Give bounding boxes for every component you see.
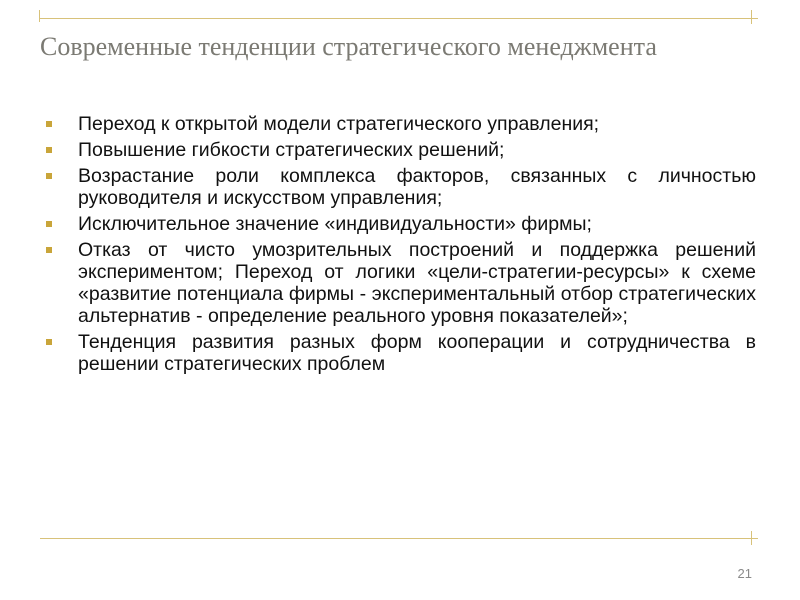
square-bullet-icon <box>46 173 52 179</box>
square-bullet-icon <box>46 247 52 253</box>
top-right-corner-mark <box>751 10 752 24</box>
bullet-item <box>40 139 756 161</box>
slide-title: Современные тенденции стратегического менеджмента <box>40 32 657 61</box>
bottom-right-corner-mark <box>751 531 752 545</box>
bullet-list <box>40 113 756 379</box>
bullet-item <box>40 113 756 135</box>
square-bullet-icon <box>46 147 52 153</box>
bullet-text: Переход к открытой модели стратегического управления; <box>78 113 600 135</box>
square-bullet-icon <box>46 221 52 227</box>
top-divider <box>40 18 758 19</box>
bullet-text: Повышение гибкости стратегических решений; <box>78 139 505 161</box>
square-bullet-icon <box>46 339 52 345</box>
bullet-item <box>40 331 756 375</box>
bullet-item <box>40 165 756 209</box>
bullet-item <box>40 213 756 235</box>
square-bullet-icon <box>46 121 52 127</box>
bullet-text: Возрастание роли комплекса факторов, связанных с личностью руководителя и искусством управления; <box>78 165 756 209</box>
bullet-text: Исключительное значение «индивидуальности» фирмы; <box>78 213 592 235</box>
bullet-item <box>40 239 756 327</box>
top-left-corner-mark <box>39 10 40 22</box>
bottom-divider <box>40 538 758 539</box>
bullet-text: Отказ от чисто умозрительных построений и поддержка решений экспериментом; Переход от логики «цели-стратегии-ресурсы» к схеме «развитие потенциала фирмы - экспериментальный отбор стратегических альтернатив - определение реального уровня показателей»; <box>78 239 756 327</box>
page-number: 21 <box>737 566 752 581</box>
bullet-text: Тенденция развития разных форм кооперации и сотрудничества в решении стратегических проблем <box>78 331 756 375</box>
